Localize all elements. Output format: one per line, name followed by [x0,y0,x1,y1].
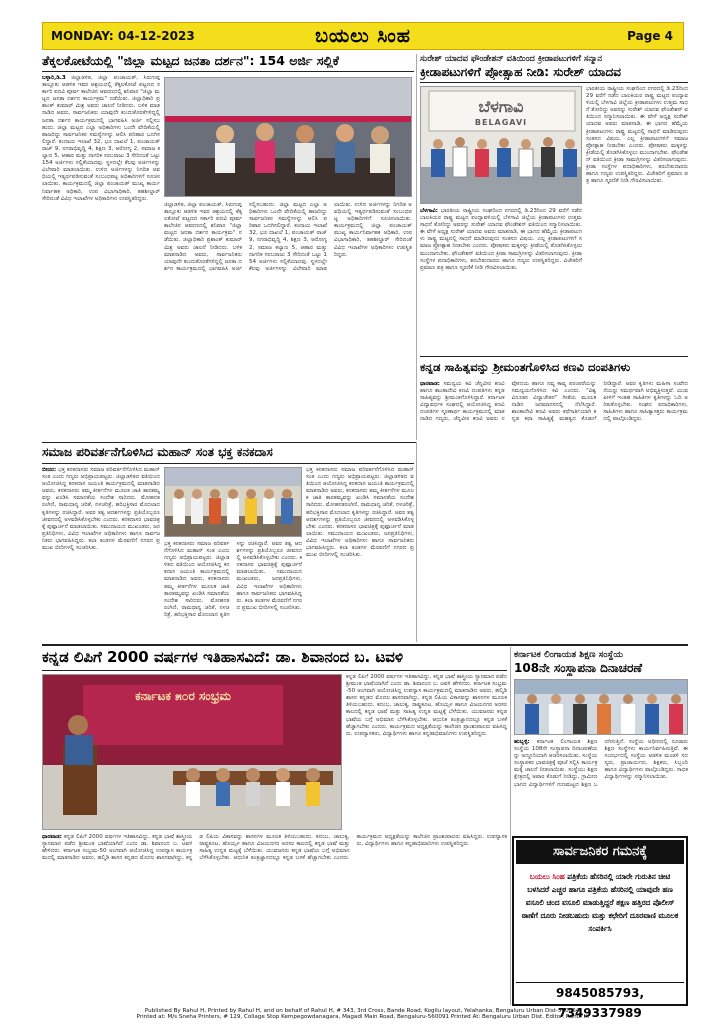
story4-headline: ಸಮಾಜ ಪರಿವರ್ತನೆಗೊಳಿಸಿದ ಮಹಾನ್ ಸಂತ ಭಕ್ತ ಕನಕದಾಸ [42,446,273,459]
story6-photo [514,679,688,735]
story5-photo [42,674,342,830]
imprint-line-2: Printed at: M/s Sneha Printers, # 129, Collage Stop Kempegowdanagara, Magadi Main Road, Bengaluru-560091 Printed At: Bengaluru Urban Dist. Editor: Rahul H. [136,1014,590,1020]
story6-headline: 108ನೇ ಸಂಸ್ಥಾಪನಾ ದಿನಾಚರಣೆ [514,662,643,675]
story2-text-cont: ಭಾರತೀಯ ರಾಷ್ಟ್ರೀಯ ಸಂಘದಿಂದ ನಗರದಲ್ಲಿ ಡಿ.23ರಿಂದ 29 ವರೆಗೆ ನಡೆದ ಬಾಲಕಿಯರ ರಾಷ್ಟ್ರ ಮಟ್ಟದ ಪಂದ್ಯಾವಳಿಯಲ್ಲಿ ಬೆಳಗಾವಿ ಜಿಲ್ಲೆಯ ಕ್ರೀಡಾಪಟುಗಳು ಉತ್ತಮ ಸಾಧನೆ ತೋರಿದ್ದು ಅವರನ್ನು ಸುರೇಶ್ ಯಾದವ ಫೌಂಡೇಶನ್ ವತಿಯಿಂದ ಸನ್ಮಾನಿಸಲಾಯಿತು. ಈ ವೇಳೆ ಅಧ್ಯಕ್ಷ ಸುರೇಶ್ ಯಾದವ ಅವರು ಮಾತನಾಡಿ, ಈ ಭಾಗದ ಹೆಮ್ಮೆಯ ಕ್ರೀಡಾಪಟುಗಳು ರಾಷ್ಟ್ರ ಮಟ್ಟದಲ್ಲಿ ಸಾಧನೆ ಮಾಡಿರುವುದು ಸಂತಸದ ವಿಷಯ. ಎಲ್ಲ ಕ್ರೀಡಾಪಟುಗಳಿಗೆ ಸಮಾಜ ಪ್ರೋತ್ಸಾಹ ನೀಡಬೇಕು ಎಂದರು. ಪೋಷಕರು ಮಕ್ಕಳನ್ನು ಕ್ರೀಡೆಯಲ್ಲಿ ತೊಡಗಿಸಿಕೊಳ್ಳಲು ಮುಂದಾಗಬೇಕು. ಫೌಂಡೇಶನ್ ವತಿಯಿಂದ ಕ್ರೀಡಾ ಸಾಮಗ್ರಿಗಳನ್ನು ವಿತರಿಸಲಾಗುವುದು. ಕ್ರೀಡಾ ಸಂಸ್ಥೆಗಳ ಪದಾಧಿಕಾರಿಗಳು, ತರಬೇತುದಾರರು ಹಾಗೂ ಗಣ್ಯರು ಉಪಸ್ಥಿತರಿದ್ದರು. ವಿಜೇತರಿಗೆ ಪ್ರಮಾಣ ಪತ್ರ ಹಾಗೂ ಸ್ಮರಣಿಕೆ ನೀಡಿ ಗೌರವಿಸಲಾಯಿತು. [420,208,582,271]
event-stage-image [165,78,412,197]
jayanti-event-image [165,468,302,537]
ad-body [520,870,680,935]
story4-text: ಭಕ್ತ ಕನಕದಾಸರು ಸಮಾಜ ಪರಿವರ್ತನೆಗೊಳಿಸಿದ ಮಹಾನ್ ಸಂತ ಎಂದು ಗಣ್ಯರು ಅಭಿಪ್ರಾಯಪಟ್ಟರು. ಜಿಲ್ಲಾಡಳಿತದ ವತಿಯಿಂದ ಆಯೋಜಿಸಿದ್ದ ಕನಕದಾಸ ಜಯಂತಿ ಕಾರ್ಯಕ್ರಮದಲ್ಲಿ ಮಾತನಾಡಿದ ಅವರು, ಕನಕದಾಸರು ತಮ್ಮ ಕೀರ್ತನೆಗಳ ಮೂಲಕ ಜಾತಿ ತಾರತಮ್ಯವನ್ನು ಖಂಡಿಸಿ ಸಮಾನತೆಯ ಸಂದೇಶ ಸಾರಿದರು. ಮೋಹನತರಂಗಿಣಿ, ರಾಮಧಾನ್ಯ ಚರಿತೆ, ನಳಚರಿತ್ರೆ, ಹರಿಭಕ್ತಿಸಾರ ಮೊದಲಾದ ಕೃತಿಗಳನ್ನು ರಚಿಸಿದ್ದಾರೆ. ಅವರ ತತ್ವ ಆದರ್ಶಗಳನ್ನು ಪ್ರತಿಯೊಬ್ಬರೂ ಜೀವನದಲ್ಲಿ ಅಳವಡಿಸಿಕೊಳ್ಳಬೇಕು ಎಂದರು. ಕನಕದಾಸರ ಭಾವಚಿತ್ರಕ್ಕೆ ಪುಷ್ಪಾರ್ಚನೆ ಮಾಡಲಾಯಿತು. ಸಮುದಾಯದ ಮುಖಂಡರು, ಜನಪ್ರತಿನಿಧಿಗಳು, ವಿವಿಧ ಇಲಾಖೆಗಳ ಅಧಿಕಾರಿಗಳು ಹಾಗೂ ಸಾರ್ವಜನಿಕರು ಭಾಗವಹಿಸಿದ್ದರು. ಕಲಾ ತಂಡಗಳ ಮೆರವಣಿಗೆ ನಗರದ ಪ್ರಮುಖ ಬೀದಿಗಳಲ್ಲಿ ಸಂಚರಿಸಿತು. [42,467,160,552]
story5-body-right [346,674,507,834]
story3-text: ಸಮನ್ವಯ ಕವಿ ಚೆನ್ನವೀರ ಕಣವಿ ಹಾಗೂ ಶಾಂತಾದೇವಿ ಕಣವಿ ದಂಪತಿಗಳು ಕನ್ನಡ ಸಾಹಿತ್ಯವನ್ನು ಶ್ರೀಮಂತಗೊಳಿಸಿದ್ದಾರೆ. ಕರ್ನಾಟಕ ವಿದ್ಯಾವರ್ಧಕ ಸಂಘದಲ್ಲಿ ಆಯೋಜಿಸಿದ್ದ ಕಣವಿ ದಂಪತಿಗಳ ಸ್ಮರಣಾರ್ಥ ಕಾರ್ಯಕ್ರಮದಲ್ಲಿ ಮಾತನಾಡಿದ ಗಣ್ಯರು, ಚೆನ್ನವೀರ ಕಣವಿ ಅವರು ನವೋದಯ ಹಾಗೂ ನವ್ಯ ಕಾವ್ಯ ಪರಂಪರೆಯನ್ನು ಸಮನ್ವಯಗೊಳಿಸಿದ ಕವಿ ಎಂದರು. "ವಿಶ್ವವಿನೂತನ ವಿದ್ಯಾಚೇತನ" ಗೀತೆಯ ಮೂಲಕ ನಾಡಿನ ಜನಮಾನಸದಲ್ಲಿ ನೆಲೆಸಿದ್ದಾರೆ. ಶಾಂತಾದೇವಿ ಕಣವಿ ಅವರು ಕಥೆಗಾರ್ತಿಯಾಗಿ ಕನ್ನಡ ಕಥಾ ಸಾಹಿತ್ಯಕ್ಕೆ ಮಹತ್ವದ ಕೊಡುಗೆ ನೀಡಿದ್ದಾರೆ. ಅವರ ಕೃತಿಗಳು ಮಹಿಳಾ ಸಂವೇದನೆಯನ್ನು ಸಮರ್ಥವಾಗಿ ಅಭಿವ್ಯಕ್ತಿಸುತ್ತವೆ. ಯುವ ಪೀಳಿಗೆ ಇಂತಹ ಸಾಹಿತಿಗಳ ಕೃತಿಗಳನ್ನು ಓದಿ ಅರಿತುಕೊಳ್ಳಬೇಕು. ಸಂಘದ ಪದಾಧಿಕಾರಿಗಳು, ಸಾಹಿತಿಗಳು ಹಾಗೂ ಸಾಹಿತ್ಯಾಸಕ್ತರು ಕಾರ್ಯಕ್ರಮದಲ್ಲಿ ಪಾಲ್ಗೊಂಡಿದ್ದರು. [420,381,688,423]
story2-banner-text: ಬೆಳಗಾವಿ [478,97,524,116]
divider [42,442,416,443]
ad-brand: ಬಯಲು ಸಿಂಹ [529,872,565,881]
story2-body-bottom [420,208,582,352]
story4-body-right [306,467,414,643]
story1-body-left [42,75,160,441]
divider [42,71,414,72]
story5-body-bottom [42,834,507,1004]
public-notice-ad [512,836,688,1020]
divider [42,670,507,671]
story4-text-cont2: ಭಕ್ತ ಕನಕದಾಸರು ಸಮಾಜ ಪರಿವರ್ತನೆಗೊಳಿಸಿದ ಮಹಾನ್ ಸಂತ ಎಂದು ಗಣ್ಯರು ಅಭಿಪ್ರಾಯಪಟ್ಟರು. ಜಿಲ್ಲಾಡಳಿತದ ವತಿಯಿಂದ ಆಯೋಜಿಸಿದ್ದ ಕನಕದಾಸ ಜಯಂತಿ ಕಾರ್ಯಕ್ರಮದಲ್ಲಿ ಮಾತನಾಡಿದ ಅವರು, ಕನಕದಾಸರು ತಮ್ಮ ಕೀರ್ತನೆಗಳ ಮೂಲಕ ಜಾತಿ ತಾರತಮ್ಯವನ್ನು ಖಂಡಿಸಿ ಸಮಾನತೆಯ ಸಂದೇಶ ಸಾರಿದರು. ಮೋಹನತರಂಗಿಣಿ, ರಾಮಧಾನ್ಯ ಚರಿತೆ, ನಳಚರಿತ್ರೆ, ಹರಿಭಕ್ತಿಸಾರ ಮೊದಲಾದ ಕೃತಿಗಳನ್ನು ರಚಿಸಿದ್ದಾರೆ. ಅವರ ತತ್ವ ಆದರ್ಶಗಳನ್ನು ಪ್ರತಿಯೊಬ್ಬರೂ ಜೀವನದಲ್ಲಿ ಅಳವಡಿಸಿಕೊಳ್ಳಬೇಕು ಎಂದರು. ಕನಕದಾಸರ ಭಾವಚಿತ್ರಕ್ಕೆ ಪುಷ್ಪಾರ್ಚನೆ ಮಾಡಲಾಯಿತು. ಸಮುದಾಯದ ಮುಖಂಡರು, ಜನಪ್ರತಿನಿಧಿಗಳು, ವಿವಿಧ ಇಲಾಖೆಗಳ ಅಧಿಕಾರಿಗಳು ಹಾಗೂ ಸಾರ್ವಜನಿಕರು ಭಾಗವಹಿಸಿದ್ದರು. ಕಲಾ ತಂಡಗಳ ಮೆರವಣಿಗೆ ನಗರದ ಪ್ರಮುಖ ಬೀದಿಗಳಲ್ಲಿ ಸಂಚರಿಸಿತು. [306,467,414,559]
ad-phone-numbers: 9845085793, 7349337989 [516,982,684,1002]
story2-kicker: ಸುರೇಶ್ ಯಾದವ ಫೌಂಡೇಶನ್ ವತಿಯಿಂದ ಕ್ರೀಡಾಪಟುಗಳಿಗೆ ಸನ್ಮಾನ [420,54,603,64]
issue-date: MONDAY: 04-12-2023 [51,29,195,43]
story5-dateline: ಧಾರವಾಡ: [42,834,62,840]
story5-text-cont: ಕನ್ನಡ ಲಿಪಿಗೆ 2000 ವರ್ಷಗಳ ಇತಿಹಾಸವಿದ್ದು, ಕನ್ನಡ ಭಾಷೆ ಶಾಸ್ತ್ರೀಯ ಸ್ಥಾನಮಾನ ಪಡೆದ ಶ್ರೀಮಂತ ಭಾಷೆಯಾಗಿದೆ ಎಂದು ಡಾ. ಶಿವಾನಂದ ಬ. ಟವಳಿ ಹೇಳಿದರು. ಕರ್ನಾಟಕ ಸಂಭ್ರಮ-50 ಅಂಗವಾಗಿ ಆಯೋಜಿಸಿದ್ದ ಉಪನ್ಯಾಸ ಕಾರ್ಯಕ್ರಮದಲ್ಲಿ ಮಾತನಾಡಿದ ಅವರು, ಹಲ್ಮಿಡಿ ಶಾಸನ ಕನ್ನಡದ ಮೊದಲ ಶಾಸನವಾಗಿದ್ದು, ಕನ್ನಡ ಲಿಪಿಯ ವಿಕಾಸವನ್ನು ಶಾಸನಗಳ ಮೂಲಕ ತಿಳಿಯಬಹುದು. ಕದಂಬ, ಚಾಲುಕ್ಯ, ರಾಷ್ಟ್ರಕೂಟ, ಹೊಯ್ಸಳ ಹಾಗೂ ವಿಜಯನಗರ ಅರಸರ ಕಾಲದಲ್ಲಿ ಕನ್ನಡ ಭಾಷೆ ಮತ್ತು ಸಾಹಿತ್ಯ ಉನ್ನತ ಮಟ್ಟಕ್ಕೆ ಬೆಳೆಯಿತು. ಯುವಜನರು ಕನ್ನಡ ಭಾಷೆಯ ಬಗ್ಗೆ ಅಭಿಮಾನ ಬೆಳೆಸಿಕೊಳ್ಳಬೇಕು. ಆಧುನಿಕ ತಂತ್ರಜ್ಞಾನದಲ್ಲೂ ಕನ್ನಡ ಬಳಕೆ ಹೆಚ್ಚಾಗಬೇಕು ಎಂದರು. ಕಾರ್ಯಕ್ರಮದ ಅಧ್ಯಕ್ಷತೆಯನ್ನು ಕಾಲೇಜಿನ ಪ್ರಾಂಶುಪಾಲರು ವಹಿಸಿದ್ದರು. ಉಪನ್ಯಾಸಕರು, ವಿದ್ಯಾರ್ಥಿಗಳು ಹಾಗೂ ಕನ್ನಡಾಭಿಮಾನಿಗಳು ಉಪಸ್ಥಿತರಿದ್ದರು. [42,834,507,862]
story4-body-left [42,467,160,643]
story3-headline: ಕನ್ನಡ ಸಾಹಿತ್ಯವನ್ನು ಶ್ರೀಮಂತಗೊಳಿಸಿದ ಕಣವಿ ದಂಪತಿಗಳು [420,361,631,374]
divider [420,356,688,357]
story6-text: ಕರ್ನಾಟಕ ಲಿಂಗಾಯತ ಶಿಕ್ಷಣ ಸಂಸ್ಥೆಯ 108ನೇ ಸಂಸ್ಥಾಪನಾ ದಿನಾಚರಣೆಯನ್ನು ಅದ್ದೂರಿಯಾಗಿ ಆಚರಿಸಲಾಯಿತು. ಸಂಸ್ಥೆಯ ಸಂಸ್ಥಾಪಕರ ಭಾವಚಿತ್ರಕ್ಕೆ ಪೂಜೆ ಸಲ್ಲಿಸಿ ಕಾರ್ಯಕ್ರಮಕ್ಕೆ ಚಾಲನೆ ನೀಡಲಾಯಿತು. ಸಂಸ್ಥೆಯು ಶಿಕ್ಷಣ ಕ್ಷೇತ್ರದಲ್ಲಿ ಅಪಾರ ಕೊಡುಗೆ ನೀಡಿದ್ದು, ಗ್ರಾಮೀಣ ಭಾಗದ ವಿದ್ಯಾರ್ಥಿಗಳಿಗೆ ಗುಣಮಟ್ಟದ ಶಿಕ್ಷಣ ಒದಗಿಸುತ್ತಿದೆ. ಸಂಸ್ಥೆಯ ಅಧೀನದಲ್ಲಿ ನೂರಾರು ಶಿಕ್ಷಣ ಸಂಸ್ಥೆಗಳು ಕಾರ್ಯನಿರ್ವಹಿಸುತ್ತಿವೆ. ಈ ಸಂದರ್ಭದಲ್ಲಿ ಸಂಸ್ಥೆಯ ಆಡಳಿತ ಮಂಡಳಿ ಸದಸ್ಯರು, ಪ್ರಾಚಾರ್ಯರು, ಶಿಕ್ಷಕರು, ಸಿಬ್ಬಂದಿ ಹಾಗೂ ವಿದ್ಯಾರ್ಥಿಗಳು ಪಾಲ್ಗೊಂಡಿದ್ದರು. ಸಾಧಕ ವಿದ್ಯಾರ್ಥಿಗಳನ್ನು ಸನ್ಮಾನಿಸಲಾಯಿತು. [514,739,688,788]
newspaper-page [34,16,692,1022]
story5-text: ಕನ್ನಡ ಲಿಪಿಗೆ 2000 ವರ್ಷಗಳ ಇತಿಹಾಸವಿದ್ದು, ಕನ್ನಡ ಭಾಷೆ ಶಾಸ್ತ್ರೀಯ ಸ್ಥಾನಮಾನ ಪಡೆದ ಶ್ರೀಮಂತ ಭಾಷೆಯಾಗಿದೆ ಎಂದು ಡಾ. ಶಿವಾನಂದ ಬ. ಟವಳಿ ಹೇಳಿದರು. ಕರ್ನಾಟಕ ಸಂಭ್ರಮ-50 ಅಂಗವಾಗಿ ಆಯೋಜಿಸಿದ್ದ ಉಪನ್ಯಾಸ ಕಾರ್ಯಕ್ರಮದಲ್ಲಿ ಮಾತನಾಡಿದ ಅವರು, ಹಲ್ಮಿಡಿ ಶಾಸನ ಕನ್ನಡದ ಮೊದಲ ಶಾಸನವಾಗಿದ್ದು, ಕನ್ನಡ ಲಿಪಿಯ ವಿಕಾಸವನ್ನು ಶಾಸನಗಳ ಮೂಲಕ ತಿಳಿಯಬಹುದು. ಕದಂಬ, ಚಾಲುಕ್ಯ, ರಾಷ್ಟ್ರಕೂಟ, ಹೊಯ್ಸಳ ಹಾಗೂ ವಿಜಯನಗರ ಅರಸರ ಕಾಲದಲ್ಲಿ ಕನ್ನಡ ಭಾಷೆ ಮತ್ತು ಸಾಹಿತ್ಯ ಉನ್ನತ ಮಟ್ಟಕ್ಕೆ ಬೆಳೆಯಿತು. ಯುವಜನರು ಕನ್ನಡ ಭಾಷೆಯ ಬಗ್ಗೆ ಅಭಿಮಾನ ಬೆಳೆಸಿಕೊಳ್ಳಬೇಕು. ಆಧುನಿಕ ತಂತ್ರಜ್ಞಾನದಲ್ಲೂ ಕನ್ನಡ ಬಳಕೆ ಹೆಚ್ಚಾಗಬೇಕು ಎಂದರು. ಕಾರ್ಯಕ್ರಮದ ಅಧ್ಯಕ್ಷತೆಯನ್ನು ಕಾಲೇಜಿನ ಪ್ರಾಂಶುಪಾಲರು ವಹಿಸಿದ್ದರು. ಉಪನ್ಯಾಸಕರು, ವಿದ್ಯಾರ್ಥಿಗಳು ಹಾಗೂ ಕನ್ನಡಾಭಿಮಾನಿಗಳು ಉಪಸ್ಥಿತರಿದ್ದರು. [346,674,507,737]
ad-heading: ಸಾರ್ವಜನಿಕರ ಗಮನಕ್ಕೆ [516,840,684,864]
story2-dateline: ಬೆಳಗಾವಿ: [420,208,438,214]
divider [416,442,417,642]
divider [416,54,417,440]
divider [42,644,688,646]
story5-banner-text: ಕರ್ನಾಟಕ ೫೦ರ ಸಂಭ್ರಮ [135,689,231,703]
story6-body [514,739,688,833]
story2-text: ಭಾರತೀಯ ರಾಷ್ಟ್ರೀಯ ಸಂಘದಿಂದ ನಗರದಲ್ಲಿ ಡಿ.23ರಿಂದ 29 ವರೆಗೆ ನಡೆದ ಬಾಲಕಿಯರ ರಾಷ್ಟ್ರ ಮಟ್ಟದ ಪಂದ್ಯಾವಳಿಯಲ್ಲಿ ಬೆಳಗಾವಿ ಜಿಲ್ಲೆಯ ಕ್ರೀಡಾಪಟುಗಳು ಉತ್ತಮ ಸಾಧನೆ ತೋರಿದ್ದು ಅವರನ್ನು ಸುರೇಶ್ ಯಾದವ ಫೌಂಡೇಶನ್ ವತಿಯಿಂದ ಸನ್ಮಾನಿಸಲಾಯಿತು. ಈ ವೇಳೆ ಅಧ್ಯಕ್ಷ ಸುರೇಶ್ ಯಾದವ ಅವರು ಮಾತನಾಡಿ, ಈ ಭಾಗದ ಹೆಮ್ಮೆಯ ಕ್ರೀಡಾಪಟುಗಳು ರಾಷ್ಟ್ರ ಮಟ್ಟದಲ್ಲಿ ಸಾಧನೆ ಮಾಡಿರುವುದು ಸಂತಸದ ವಿಷಯ. ಎಲ್ಲ ಕ್ರೀಡಾಪಟುಗಳಿಗೆ ಸಮಾಜ ಪ್ರೋತ್ಸಾಹ ನೀಡಬೇಕು ಎಂದರು. ಪೋಷಕರು ಮಕ್ಕಳನ್ನು ಕ್ರೀಡೆಯಲ್ಲಿ ತೊಡಗಿಸಿಕೊಳ್ಳಲು ಮುಂದಾಗಬೇಕು. ಫೌಂಡೇಶನ್ ವತಿಯಿಂದ ಕ್ರೀಡಾ ಸಾಮಗ್ರಿಗಳನ್ನು ವಿತರಿಸಲಾಗುವುದು. ಕ್ರೀಡಾ ಸಂಸ್ಥೆಗಳ ಪದಾಧಿಕಾರಿಗಳು, ತರಬೇತುದಾರರು ಹಾಗೂ ಗಣ್ಯರು ಉಪಸ್ಥಿತರಿದ್ದರು. ವಿಜೇತರಿಗೆ ಪ್ರಮಾಣ ಪತ್ರ ಹಾಗೂ ಸ್ಮರಣಿಕೆ ನೀಡಿ ಗೌರವಿಸಲಾಯಿತು. [586,86,688,185]
story2-banner-text-en: BELAGAVI [474,118,528,127]
story6-dateline: ಹುಬ್ಬಳ್ಳಿ: [514,739,530,745]
story4-body-mid [164,541,302,643]
story1-headline: ತೆಕ್ಕಲಕೋಟೆಯಲ್ಲಿ "ಜಿಲ್ಲಾ ಮಟ್ಟದ ಜನತಾ ದರ್ಶನ": 154 ಅರ್ಜಿ ಸಲ್ಲಿಕೆ [42,54,339,68]
newspaper-title: ಬಯಲು ಸಿಂಹ [315,25,411,47]
story2-body-side [586,86,688,352]
page-number: Page 4 [627,29,673,43]
story1-text: ಜಿಲ್ಲಾಡಳಿತ, ಜಿಲ್ಲಾ ಪಂಚಾಯತ್, ಸಿರುಗುಪ್ಪ ತಾಲ್ಲೂಕು ಆಡಳಿತ ಇವರ ಆಶ್ರಯದಲ್ಲಿ ತೆಕ್ಕಲಕೋಟೆ ಪಟ್ಟಣದ ಸರ್ಕಾರಿ ಪದವಿ ಪೂರ್ವ ಕಾಲೇಜಿನ ಆವರಣದಲ್ಲಿ ಶನಿವಾರ "ಜಿಲ್ಲಾ ಮಟ್ಟದ ಜನತಾ ದರ್ಶನ ಕಾರ್ಯಕ್ರಮ" ನಡೆಯಿತು. ಜಿಲ್ಲಾಧಿಕಾರಿ ಪ್ರಶಾಂತ್ ಕುಮಾರ್ ಮಿಶ್ರ ಅವರು ಚಾಲನೆ ನೀಡಿದರು. ಬಳಿಕ ಮಾತನಾಡಿದ ಅವರು, ಸಾರ್ವಜನಿಕರು ಯಾವುದೇ ಕುಂದುಕೊರತೆಗಳಿದ್ದಲ್ಲಿ ಜನತಾ ದರ್ಶನ ಕಾರ್ಯಕ್ರಮದಲ್ಲಿ ಭಾಗವಹಿಸಿ ಅರ್ಜಿ ಸಲ್ಲಿಸಬಹುದು. ಜಿಲ್ಲಾ ಮಟ್ಟದ ಎಲ್ಲಾ ಅಧಿಕಾರಿಗಳು ಒಂದೇ ವೇದಿಕೆಯಲ್ಲಿ ಹಾಜರಿದ್ದು ಸಾರ್ವಜನಿಕರ ಸಮಸ್ಯೆಗಳನ್ನು ಆಲಿಸಿ ಪರಿಹಾರ ಒದಗಿಸಲಿದ್ದಾರೆ. ಕಂದಾಯ ಇಲಾಖೆ 32, ಭೂ ದಾಖಲೆ 1, ಪಂಚಾಯತ್ ರಾಜ್ 9, ನಗರಾಭಿವೃದ್ಧಿ 4, ಶಿಕ್ಷಣ 3, ಆರೋಗ್ಯ 2, ಸಮಾಜ ಕಲ್ಯಾಣ 5, ಆಹಾರ ಮತ್ತು ನಾಗರಿಕ ಸರಬರಾಜು 3 ಸೇರಿದಂತೆ ಒಟ್ಟು 154 ಅರ್ಜಿಗಳು ಸಲ್ಲಿಕೆಯಾದವು. ಸ್ಥಳದಲ್ಲೇ ಕೆಲವು ಅರ್ಜಿಗಳನ್ನು ವಿಲೇವಾರಿ ಮಾಡಲಾಯಿತು. ಉಳಿದ ಅರ್ಜಿಗಳನ್ನು ನಿಗದಿತ ಅವಧಿಯಲ್ಲಿ ಇತ್ಯರ್ಥಪಡಿಸುವಂತೆ ಸಂಬಂಧಪಟ್ಟ ಅಧಿಕಾರಿಗಳಿಗೆ ಸೂಚಿಸಲಾಯಿತು. ಕಾರ್ಯಕ್ರಮದಲ್ಲಿ ಜಿಲ್ಲಾ ಪಂಚಾಯತ್ ಮುಖ್ಯ ಕಾರ್ಯನಿರ್ವಾಹಕ ಅಧಿಕಾರಿ, ಉಪ ವಿಭಾಗಾಧಿಕಾರಿ, ತಹಶೀಲ್ದಾರ್ ಸೇರಿದಂತೆ ವಿವಿಧ ಇಲಾಖೆಗಳ ಅಧಿಕಾರಿಗಳು ಉಪಸ್ಥಿತರಿದ್ದರು. [42,75,160,202]
story1-photo [164,77,412,197]
story3-body [420,381,688,639]
story3-dateline: ಧಾರವಾಡ: [420,381,440,387]
masthead [42,22,684,50]
story4-text-cont: ಭಕ್ತ ಕನಕದಾಸರು ಸಮಾಜ ಪರಿವರ್ತನೆಗೊಳಿಸಿದ ಮಹಾನ್ ಸಂತ ಎಂದು ಗಣ್ಯರು ಅಭಿಪ್ರಾಯಪಟ್ಟರು. ಜಿಲ್ಲಾಡಳಿತದ ವತಿಯಿಂದ ಆಯೋಜಿಸಿದ್ದ ಕನಕದಾಸ ಜಯಂತಿ ಕಾರ್ಯಕ್ರಮದಲ್ಲಿ ಮಾತನಾಡಿದ ಅವರು, ಕನಕದಾಸರು ತಮ್ಮ ಕೀರ್ತನೆಗಳ ಮೂಲಕ ಜಾತಿ ತಾರತಮ್ಯವನ್ನು ಖಂಡಿಸಿ ಸಮಾನತೆಯ ಸಂದೇಶ ಸಾರಿದರು. ಮೋಹನತರಂಗಿಣಿ, ರಾಮಧಾನ್ಯ ಚರಿತೆ, ನಳಚರಿತ್ರೆ, ಹರಿಭಕ್ತಿಸಾರ ಮೊದಲಾದ ಕೃತಿಗಳನ್ನು ರಚಿಸಿದ್ದಾರೆ. ಅವರ ತತ್ವ ಆದರ್ಶಗಳನ್ನು ಪ್ರತಿಯೊಬ್ಬರೂ ಜೀವನದಲ್ಲಿ ಅಳವಡಿಸಿಕೊಳ್ಳಬೇಕು ಎಂದರು. ಕನಕದಾಸರ ಭಾವಚಿತ್ರಕ್ಕೆ ಪುಷ್ಪಾರ್ಚನೆ ಮಾಡಲಾಯಿತು. ಸಮುದಾಯದ ಮುಖಂಡರು, ಜನಪ್ರತಿನಿಧಿಗಳು, ವಿವಿಧ ಇಲಾಖೆಗಳ ಅಧಿಕಾರಿಗಳು ಹಾಗೂ ಸಾರ್ವಜನಿಕರು ಭಾಗವಹಿಸಿದ್ದರು. ಕಲಾ ತಂಡಗಳ ಮೆರವಣಿಗೆ ನಗರದ ಪ್ರಮುಖ ಬೀದಿಗಳಲ್ಲಿ ಸಂಚರಿಸಿತು. [164,541,302,618]
imprint-line-1: Published By Rahul H, Printed by Rahul H, and on behalf of Rahul H, # 343, 3rd Cross, Bande Road, Kogilu layout, Yelahanka, Bengaluru Urban Dist-560064. [144,1008,582,1014]
divider [42,463,414,464]
imprint-footer [42,1008,684,1020]
story6-kicker: ಕರ್ನಾಟಕ ಲಿಂಗಾಯತ ಶಿಕ್ಷಣ ಸಂಸ್ಥೆಯ [514,650,624,660]
story1-text-cont: ಜಿಲ್ಲಾಡಳಿತ, ಜಿಲ್ಲಾ ಪಂಚಾಯತ್, ಸಿರುಗುಪ್ಪ ತಾಲ್ಲೂಕು ಆಡಳಿತ ಇವರ ಆಶ್ರಯದಲ್ಲಿ ತೆಕ್ಕಲಕೋಟೆ ಪಟ್ಟಣದ ಸರ್ಕಾರಿ ಪದವಿ ಪೂರ್ವ ಕಾಲೇಜಿನ ಆವರಣದಲ್ಲಿ ಶನಿವಾರ "ಜಿಲ್ಲಾ ಮಟ್ಟದ ಜನತಾ ದರ್ಶನ ಕಾರ್ಯಕ್ರಮ" ನಡೆಯಿತು. ಜಿಲ್ಲಾಧಿಕಾರಿ ಪ್ರಶಾಂತ್ ಕುಮಾರ್ ಮಿಶ್ರ ಅವರು ಚಾಲನೆ ನೀಡಿದರು. ಬಳಿಕ ಮಾತನಾಡಿದ ಅವರು, ಸಾರ್ವಜನಿಕರು ಯಾವುದೇ ಕುಂದುಕೊರತೆಗಳಿದ್ದಲ್ಲಿ ಜನತಾ ದರ್ಶನ ಕಾರ್ಯಕ್ರಮದಲ್ಲಿ ಭಾಗವಹಿಸಿ ಅರ್ಜಿ ಸಲ್ಲಿಸಬಹುದು. ಜಿಲ್ಲಾ ಮಟ್ಟದ ಎಲ್ಲಾ ಅಧಿಕಾರಿಗಳು ಒಂದೇ ವೇದಿಕೆಯಲ್ಲಿ ಹಾಜರಿದ್ದು ಸಾರ್ವಜನಿಕರ ಸಮಸ್ಯೆಗಳನ್ನು ಆಲಿಸಿ ಪರಿಹಾರ ಒದಗಿಸಲಿದ್ದಾರೆ. ಕಂದಾಯ ಇಲಾಖೆ 32, ಭೂ ದಾಖಲೆ 1, ಪಂಚಾಯತ್ ರಾಜ್ 9, ನಗರಾಭಿವೃದ್ಧಿ 4, ಶಿಕ್ಷಣ 3, ಆರೋಗ್ಯ 2, ಸಮಾಜ ಕಲ್ಯಾಣ 5, ಆಹಾರ ಮತ್ತು ನಾಗರಿಕ ಸರಬರಾಜು 3 ಸೇರಿದಂತೆ ಒಟ್ಟು 154 ಅರ್ಜಿಗಳು ಸಲ್ಲಿಕೆಯಾದವು. ಸ್ಥಳದಲ್ಲೇ ಕೆಲವು ಅರ್ಜಿಗಳನ್ನು ವಿಲೇವಾರಿ ಮಾಡಲಾಯಿತು. ಉಳಿದ ಅರ್ಜಿಗಳನ್ನು ನಿಗದಿತ ಅವಧಿಯಲ್ಲಿ ಇತ್ಯರ್ಥಪಡಿಸುವಂತೆ ಸಂಬಂಧಪಟ್ಟ ಅಧಿಕಾರಿಗಳಿಗೆ ಸೂಚಿಸಲಾಯಿತು. ಕಾರ್ಯಕ್ರಮದಲ್ಲಿ ಜಿಲ್ಲಾ ಪಂಚಾಯತ್ ಮುಖ್ಯ ಕಾರ್ಯನಿರ್ವಾಹಕ ಅಧಿಕಾರಿ, ಉಪ ವಿಭಾಗಾಧಿಕಾರಿ, ತಹಶೀಲ್ದಾರ್ ಸೇರಿದಂತೆ ವಿವಿಧ ಇಲಾಖೆಗಳ ಅಧಿಕಾರಿಗಳು ಉಪಸ್ಥಿತರಿದ್ದರು. [164,202,412,272]
foundation-day-image [515,680,688,735]
story1-body-right [164,202,412,440]
story5-headline: ಕನ್ನಡ ಲಿಪಿಗೆ 2000 ವರ್ಷಗಳ ಇತಿಹಾಸವಿದೆ: ಡಾ. ಶಿವಾನಂದ ಬ. ಟವಳಿ [42,649,404,666]
divider [420,82,688,83]
story4-dateline: ಬೀದರ: [42,467,57,473]
story1-dateline: ಬಳ್ಳಾರಿ,ಡಿ.3 [42,75,66,81]
story4-photo [164,467,302,537]
divider [510,647,511,1005]
story2-headline: ಕ್ರೀಡಾಪಟುಗಳಿಗೆ ಪ್ರೋತ್ಸಾಹ ನೀಡಿ: ಸುರೇಶ್ ಯಾದವ [420,66,621,79]
ad-text: ಪತ್ರಿಕೆಯ ಹೆಸರಿನಲ್ಲಿ ಯಾರೇ ಗುರುತಿನ ಚೀಟಿ ಬಳಸಿದರೆ ಎಚ್ಚರ ಹಾಗೂ ಪತ್ರಿಕೆಯ ಹೆಸರಿನಲ್ಲಿ ಯಾವುದೇ ಹಣ ವಸೂಲಿ ಚಂದ ವಸೂಲಿ ಮಾಡುತ್ತಿದ್ದರೆ ತಕ್ಷಣ ಹತ್ತಿರದ ಪೊಲೀಸ್ ಠಾಣೆಗೆ ದೂರು ನೀಡಬಹುದು ಮತ್ತು ಕಛೇರಿಗೆ ದೂರವಾಣಿ ಮೂಲಕ ಸಂಪರ್ಕಿಸಿ [521,872,679,933]
story2-photo [420,86,582,204]
